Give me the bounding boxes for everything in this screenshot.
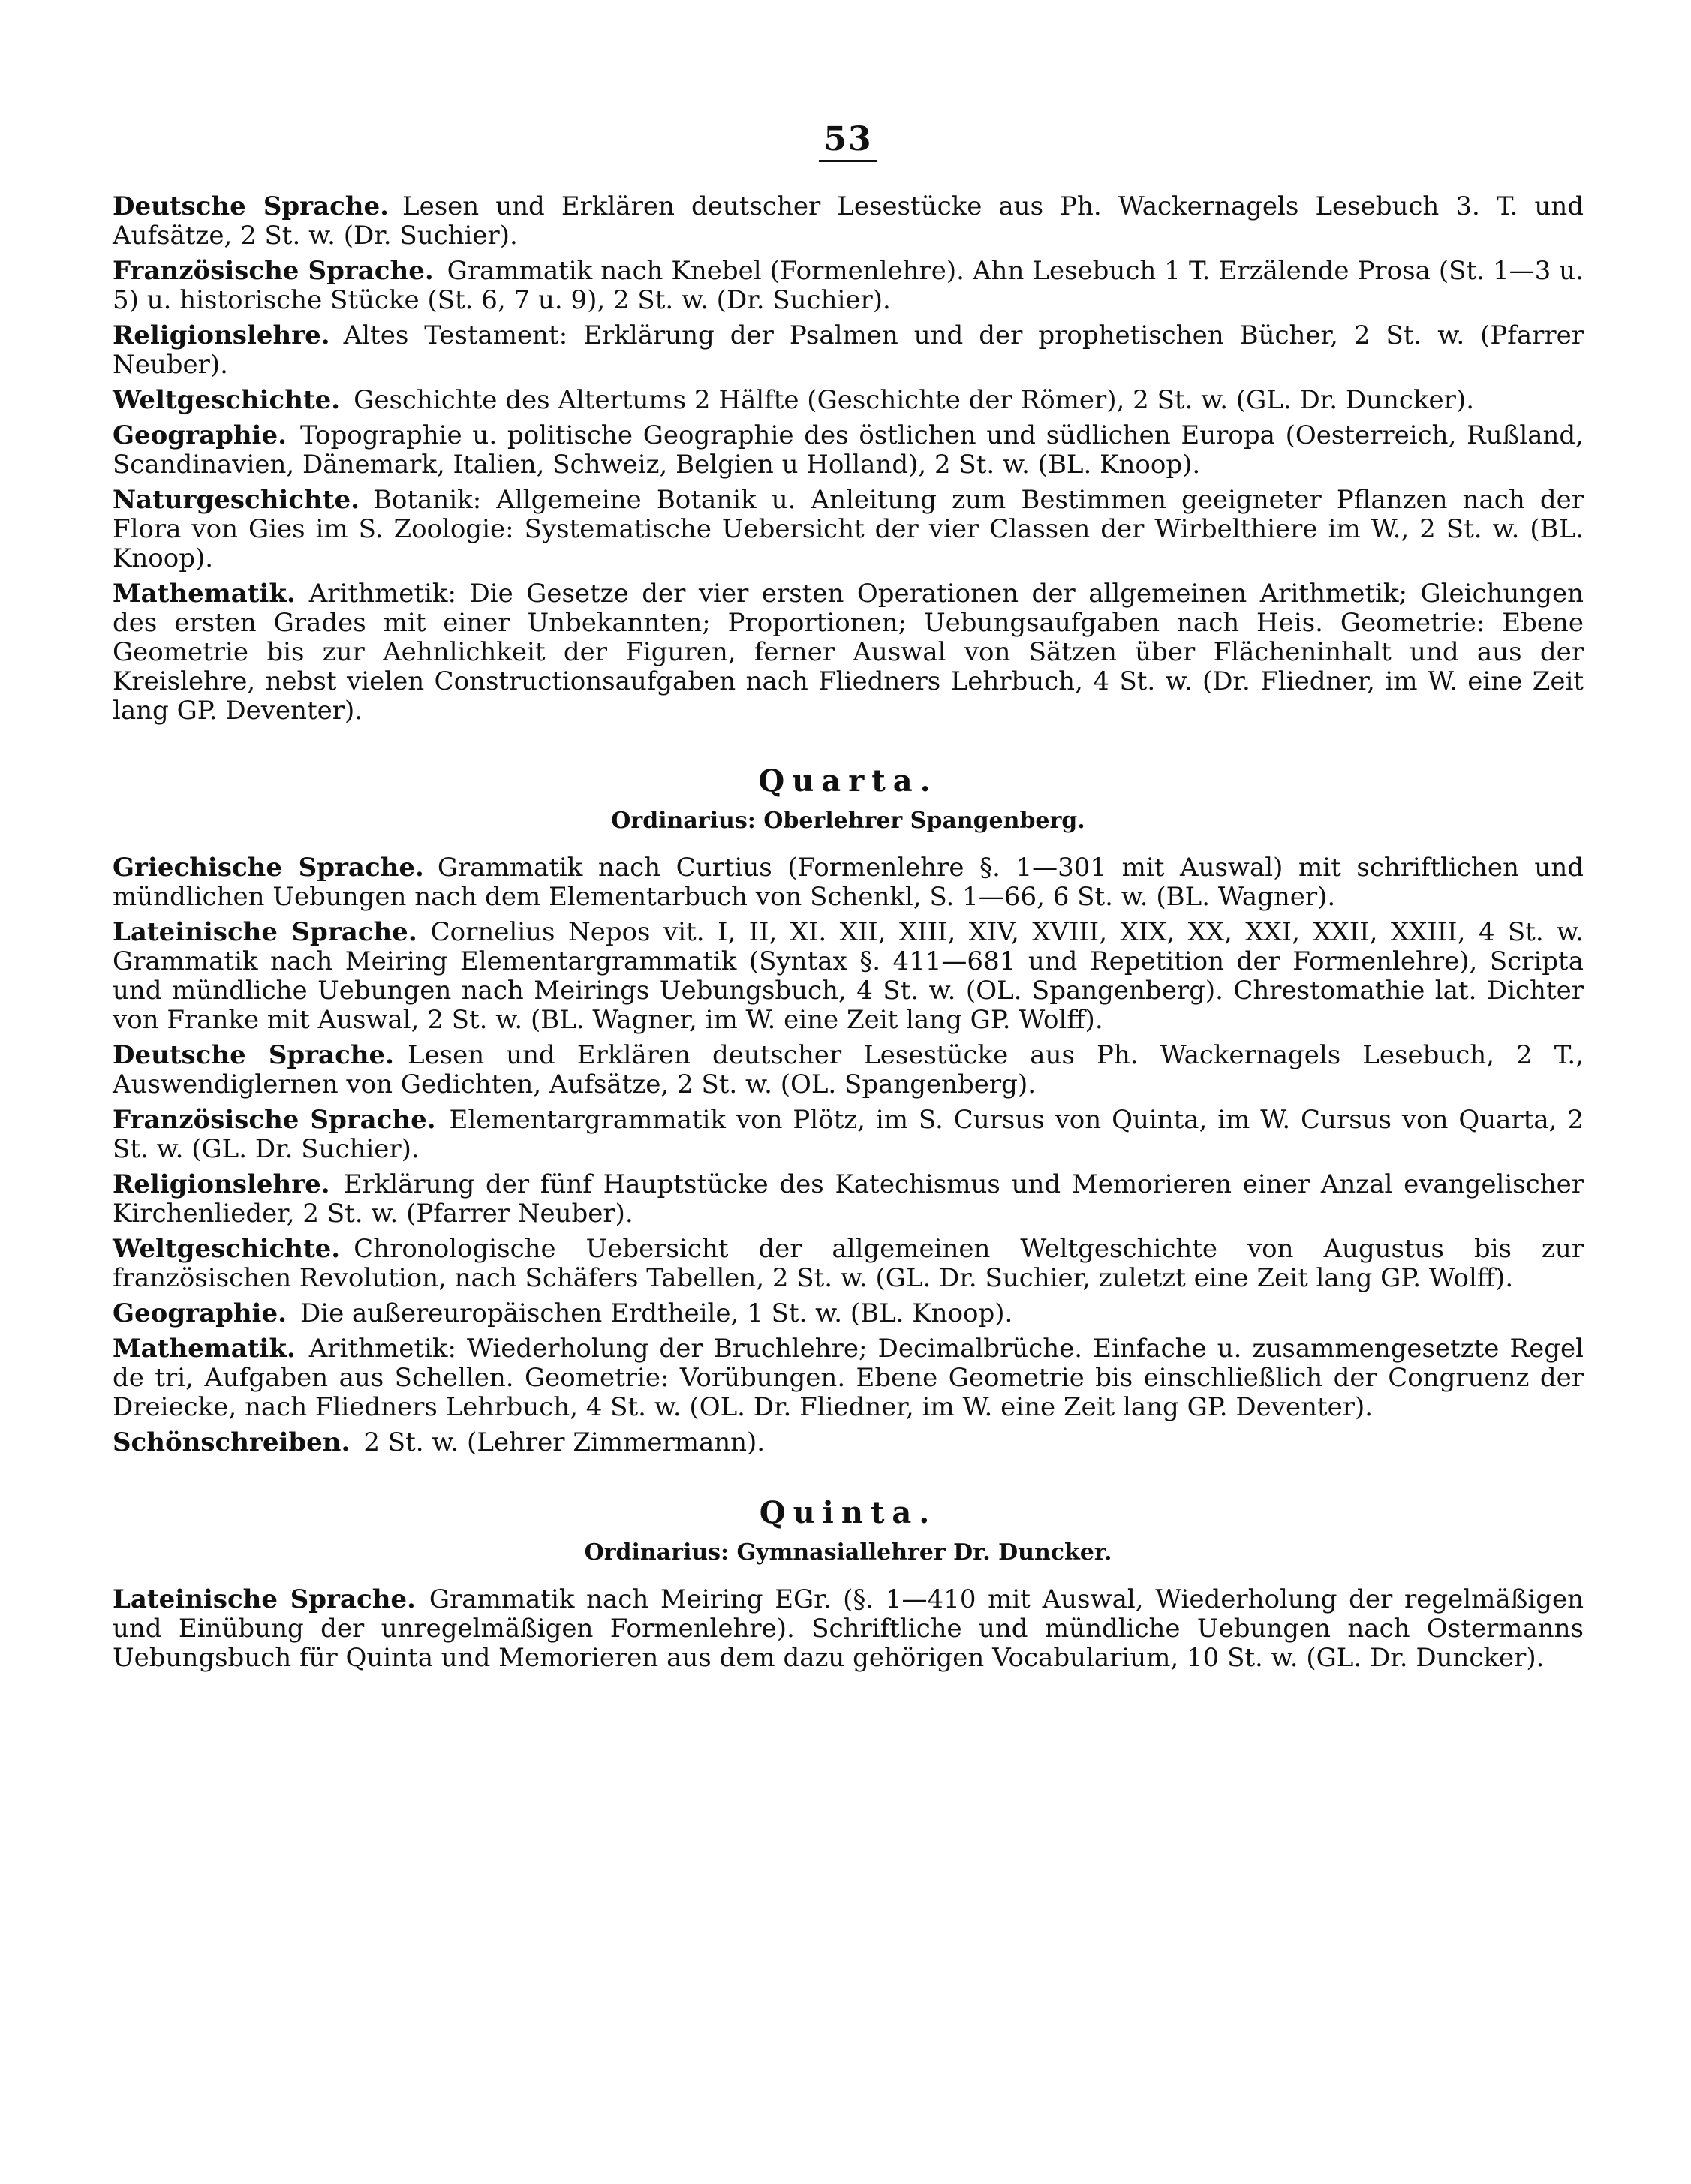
- paragraph-geographie: [113, 421, 1584, 480]
- paragraph-deutsche-sprache: [113, 192, 1584, 251]
- paragraph-mathematik: [113, 579, 1584, 726]
- subject-heading: Mathematik.: [113, 1334, 296, 1364]
- subject-heading: Schönschreiben.: [113, 1427, 351, 1458]
- ordinarius-line: Ordinarius: Oberlehrer Spangenberg.: [611, 808, 1085, 834]
- paragraph-text: Lesen und Erklären deutscher Lesestücke aus Ph. Wackernagels Lesebuch, 2 T., Auswendiglernen von Gedichten, Aufsätze, 2 St. w. (OL. Spangenberg).: [113, 1040, 1584, 1100]
- paragraph-text: Grammatik nach Meiring EGr. (§. 1—410 mit Auswal, Wiederholung der regelmäßigen und Einübung der unregelmäßigen Formenlehre). Schriftliche und mündliche Uebungen nach Ostermanns Uebungsbuch für Quinta und Memorieren aus dem dazu gehörigen Vocabularium, 10 St. w. (GL. Dr. Duncker).: [113, 1584, 1584, 1673]
- paragraph-weltgeschichte: [113, 386, 1584, 415]
- subject-heading: Naturgeschichte.: [113, 485, 360, 515]
- document-page: [113, 120, 1584, 2146]
- paragraph-text: Topographie u. politische Geographie des östlichen und südlichen Europa (Oesterreich, Rußland, Scandinavien, Dänemark, Italien, Schweiz, Belgien u Holland), 2 St. w. (BL. Knoop).: [113, 420, 1584, 480]
- paragraph-geographie: [113, 1299, 1584, 1328]
- paragraph-lateinische-sprache: [113, 918, 1584, 1035]
- paragraph-text: Chronologische Uebersicht der allgemeinen Weltgeschichte von Augustus bis zur französischen Revolution, nach Schäfers Tabellen, 2 St. w. (GL. Dr. Suchier, zuletzt eine Zeit lang GP. Wolff).: [113, 1234, 1584, 1293]
- subject-heading: Geographie.: [113, 1298, 287, 1328]
- upper-curriculum: [113, 192, 1584, 726]
- section-title: Quarta.: [758, 763, 938, 799]
- paragraph-text: Lesen und Erklären deutscher Lesestücke aus Ph. Wackernagels Lesebuch 3. T. und Aufsätze, 2 St. w. (Dr. Suchier).: [113, 191, 1584, 251]
- paragraph-naturgeschichte: [113, 486, 1584, 573]
- paragraph-text: Erklärung der fünf Hauptstücke des Katechismus und Memorieren einer Anzal evangelischer Kirchenlieder, 2 St. w. (Pfarrer Neuber).: [113, 1169, 1584, 1229]
- subject-heading: Religionslehre.: [113, 320, 330, 350]
- paragraph-weltgeschichte: [113, 1235, 1584, 1293]
- paragraph-religionslehre: [113, 1170, 1584, 1229]
- subject-heading: Geographie.: [113, 420, 287, 450]
- ordinarius-line: Ordinarius: Gymnasiallehrer Dr. Duncker.: [584, 1539, 1112, 1566]
- subject-heading: Deutsche Sprache.: [113, 1040, 394, 1070]
- page-number: [113, 120, 1584, 162]
- paragraph-franzoesische-sprache: [113, 1106, 1584, 1164]
- subject-heading: Mathematik.: [113, 579, 296, 609]
- paragraph-griechische-sprache: [113, 853, 1584, 912]
- subject-heading: Französische Sprache.: [113, 1105, 436, 1135]
- paragraph-schoenschreiben: [113, 1428, 1584, 1458]
- subject-heading: Griechische Sprache.: [113, 853, 424, 883]
- section-quinta: [113, 1495, 1584, 1673]
- paragraph-mathematik: [113, 1334, 1584, 1422]
- paragraph-deutsche-sprache: [113, 1041, 1584, 1100]
- paragraph-text: Cornelius Nepos vit. I, II, XI. XII, XIII, XIV, XVIII, XIX, XX, XXI, XXII, XXIII, 4 St. w. Grammatik nach Meiring Elementargrammatik (Syntax §. 411—681 und Repetition der Formenlehre), Scripta und mündliche Uebungen nach Meirings Uebungsbuch, 4 St. w. (OL. Spangenberg). Chrestomathie lat. Dichter von Franke mit Auswal, 2 St. w. (BL. Wagner, im W. eine Zeit lang GP. Wolff).: [113, 917, 1584, 1035]
- subject-heading: Deutsche Sprache.: [113, 191, 389, 221]
- subject-heading: Religionslehre.: [113, 1169, 330, 1199]
- paragraph-text: Arithmetik: Die Gesetze der vier ersten Operationen der allgemeinen Arithmetik; Gleichungen des ersten Grades mit einer Unbekannten; Proportionen; Uebungsaufgaben nach Heis. Geometrie: Ebene Geometrie bis zur Aehnlichkeit der Figuren, ferner Auswal von Sätzen über Flächeninhalt und aus der Kreislehre, nebst vielen Constructionsaufgaben nach Fliedners Lehrbuch, 4 St. w. (Dr. Fliedner, im W. eine Zeit lang GP. Deventer).: [113, 579, 1584, 726]
- paragraph-text: Geschichte des Altertums 2 Hälfte (Geschichte der Römer), 2 St. w. (GL. Dr. Duncker).: [354, 385, 1475, 415]
- subject-heading: Lateinische Sprache.: [113, 1584, 416, 1614]
- subject-heading: Weltgeschichte.: [113, 1234, 341, 1264]
- paragraph-lateinische-sprache: [113, 1585, 1584, 1673]
- subject-heading: Weltgeschichte.: [113, 385, 341, 415]
- section-title: Quinta.: [759, 1495, 937, 1530]
- paragraph-text: Grammatik nach Knebel (Formenlehre). Ahn Lesebuch 1 T. Erzälende Prosa (St. 1—3 u. 5) u. historische Stücke (St. 6, 7 u. 9), 2 St. w. (Dr. Suchier).: [113, 256, 1584, 315]
- paragraph-franzoesische-sprache: [113, 257, 1584, 315]
- subject-heading: Lateinische Sprache.: [113, 917, 417, 947]
- page-number-text: 53: [819, 120, 877, 162]
- paragraph-text: Grammatik nach Curtius (Formenlehre §. 1—301 mit Auswal) mit schriftlichen und mündlichen Uebungen nach dem Elementarbuch von Schenkl, S. 1—66, 6 St. w. (BL. Wagner).: [113, 853, 1584, 912]
- section-quarta: [113, 763, 1584, 1458]
- paragraph-text: Arithmetik: Wiederholung der Bruchlehre; Decimalbrüche. Einfache u. zusammengesetzte Regel de tri, Aufgaben aus Schellen. Geometrie: Vorübungen. Ebene Geometrie bis einschließlich der Congruenz der Dreiecke, nach Fliedners Lehrbuch, 4 St. w. (OL. Dr. Fliedner, im W. eine Zeit lang GP. Deventer).: [113, 1334, 1584, 1422]
- paragraph-text: Die außereuropäischen Erdtheile, 1 St. w. (BL. Knoop).: [299, 1298, 1013, 1328]
- subject-heading: Französische Sprache.: [113, 256, 434, 286]
- paragraph-text: Altes Testament: Erklärung der Psalmen und der prophetischen Bücher, 2 St. w. (Pfarrer Neuber).: [113, 320, 1584, 380]
- paragraph-religionslehre: [113, 321, 1584, 380]
- paragraph-text: Elementargrammatik von Plötz, im S. Cursus von Quinta, im W. Cursus von Quarta, 2 St. w. (GL. Dr. Suchier).: [113, 1105, 1584, 1164]
- paragraph-text: Botanik: Allgemeine Botanik u. Anleitung zum Bestimmen geeigneter Pflanzen nach der Flora von Gies im S. Zoologie: Systematische Uebersicht der vier Classen der Wirbelthiere im W., 2 St. w. (BL. Knoop).: [113, 485, 1584, 573]
- paragraph-text: 2 St. w. (Lehrer Zimmermann).: [363, 1427, 766, 1458]
